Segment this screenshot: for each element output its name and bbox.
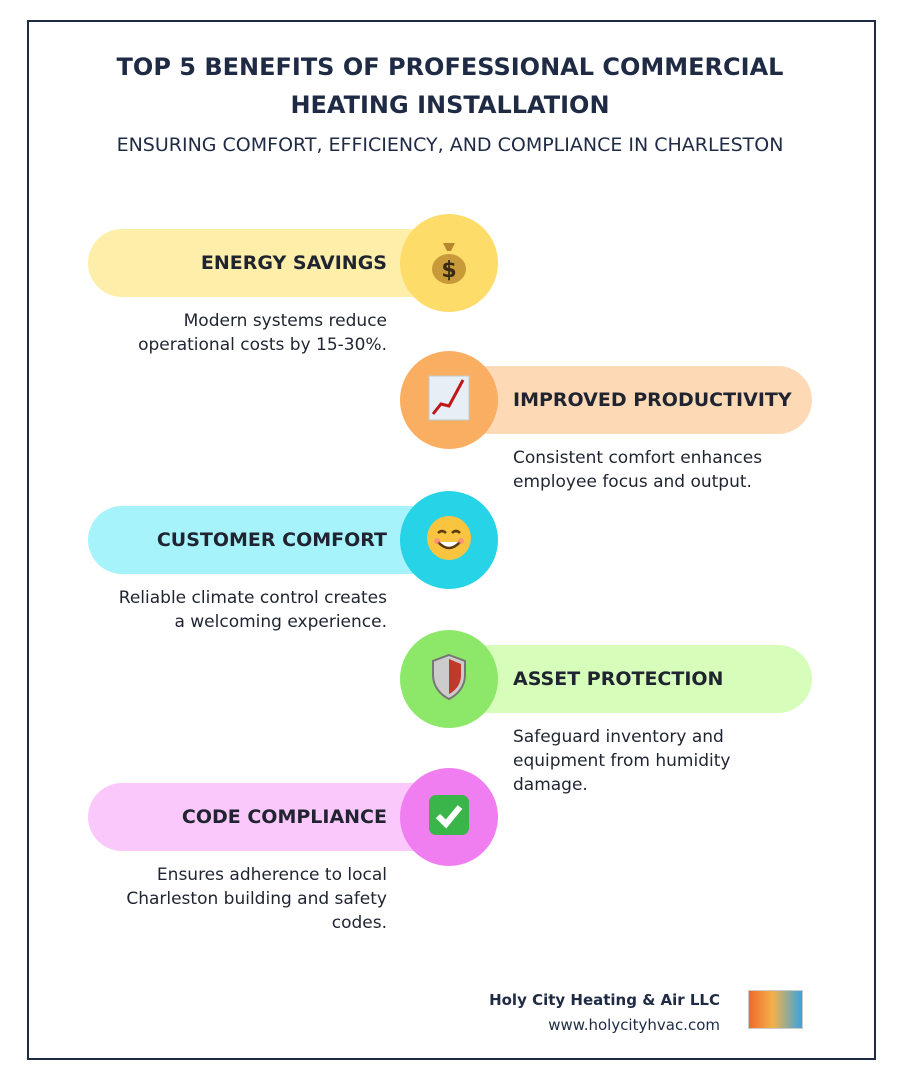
svg-text:$: $ xyxy=(441,258,457,283)
icon-circle xyxy=(400,214,498,312)
benefit-label: ENERGY SAVINGS xyxy=(200,252,387,274)
benefit-description: Consistent comfort enhances employee focus and output. xyxy=(513,448,763,492)
icon-circle xyxy=(400,491,498,589)
check-mark-icon xyxy=(427,793,471,841)
icon-circle xyxy=(400,351,498,449)
chart-increasing-icon xyxy=(427,374,471,426)
benefit-description: Ensures adherence to local Charleston building and safety codes. xyxy=(126,865,387,933)
subtitle: ENSURING COMFORT, EFFICIENCY, AND COMPLIANCE IN CHARLESTON xyxy=(116,134,784,156)
page-title xyxy=(0,48,900,124)
benefit-label: CUSTOMER COMFORT xyxy=(156,529,387,551)
icon-circle xyxy=(400,630,498,728)
benefit-label: ASSET PROTECTION xyxy=(513,668,724,690)
company-name: Holy City Heating & Air LLC xyxy=(489,991,720,1009)
brand-block xyxy=(489,988,720,1038)
company-logo xyxy=(748,990,803,1029)
shield-icon xyxy=(429,653,469,705)
benefit-label: IMPROVED PRODUCTIVITY xyxy=(513,389,792,411)
benefit-label: CODE COMPLIANCE xyxy=(181,806,387,828)
money-bag-icon xyxy=(427,237,471,289)
title-line-1: TOP 5 BENEFITS OF PROFESSIONAL COMMERCIAL xyxy=(116,53,784,81)
icon-circle xyxy=(400,768,498,866)
benefit-description: Reliable climate control creates a welcoming experience. xyxy=(118,588,387,632)
benefit-description: Modern systems reduce operational costs by 15-30%. xyxy=(138,311,387,355)
title-line-2: HEATING INSTALLATION xyxy=(290,91,610,119)
smiling-face-icon xyxy=(425,514,473,566)
website-link[interactable]: www.holycityhvac.com xyxy=(548,1016,720,1034)
benefit-description: Safeguard inventory and equipment from humidity damage. xyxy=(513,727,731,795)
